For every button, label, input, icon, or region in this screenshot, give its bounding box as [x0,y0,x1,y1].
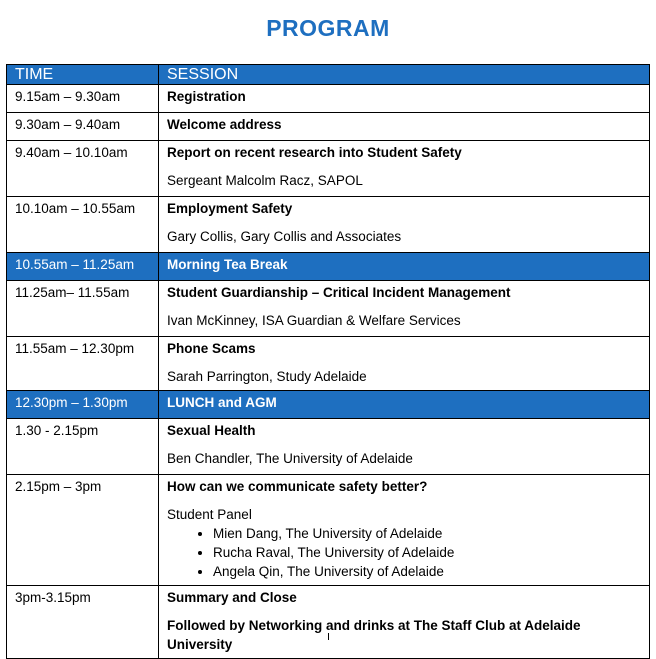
row-time: 9.30am – 9.40am [7,113,159,141]
row-session: Sexual Health [167,423,256,438]
row-session-cell [159,419,650,475]
row-time: 3pm-3.15pm [7,586,159,659]
table-row [7,337,650,391]
session-column-header: SESSION [159,65,650,85]
list-item: • Rucha Raval, The University of Adelaide [213,543,641,562]
row-session-cell [159,197,650,253]
page-title: PROGRAM [266,15,390,41]
panelist-list [167,524,641,581]
row-time: 12.30pm – 1.30pm [7,391,159,419]
row-session: LUNCH and AGM [159,391,650,419]
table-row [7,475,650,586]
row-time: 10.55am – 11.25am [7,253,159,281]
table-row [7,141,650,197]
row-session: Morning Tea Break [159,253,650,281]
table-row [7,419,650,475]
table-row [7,586,650,659]
row-speaker: Ivan McKinney, ISA Guardian & Welfare Services [167,313,461,328]
row-session: Registration [159,85,650,113]
row-speaker: Gary Collis, Gary Collis and Associates [167,229,402,244]
row-session-cell [159,141,650,197]
row-session-cell [159,586,650,659]
row-time: 9.40am – 10.10am [7,141,159,197]
page-divider-mark [328,633,329,640]
row-time: 10.10am – 10.55am [7,197,159,253]
row-session-cell [159,337,650,391]
row-time: 2.15pm – 3pm [7,475,159,586]
row-speaker: Sarah Parrington, Study Adelaide [167,369,367,384]
row-session: Student Guardianship – Critical Incident Management [167,285,511,300]
table-row [7,113,650,141]
list-item: • Angela Qin, The University of Adelaide [213,562,641,581]
table-row-break [7,391,650,419]
row-session: Report on recent research into Student Safety [167,145,462,160]
list-item: • Mien Dang, The University of Adelaide [213,524,641,543]
row-session: Employment Safety [167,201,293,216]
row-time: 11.25am– 11.55am [7,281,159,337]
row-speaker: Sergeant Malcolm Racz, SAPOL [167,173,363,188]
table-row [7,197,650,253]
time-column-header: TIME [7,65,159,85]
row-time: 9.15am – 9.30am [7,85,159,113]
row-time: 1.30 - 2.15pm [7,419,159,475]
row-time: 11.55am – 12.30pm [7,337,159,391]
row-session: Phone Scams [167,341,256,356]
program-table [6,64,650,659]
row-session: Welcome address [159,113,650,141]
row-session: Summary and Close [167,590,297,605]
table-row [7,85,650,113]
table-row-break [7,253,650,281]
row-speaker: Ben Chandler, The University of Adelaide [167,451,413,466]
table-row [7,281,650,337]
row-note: Followed by Networking and drinks at The Staff Club at Adelaide University [167,618,581,652]
row-session-cell [159,475,650,586]
table-header-row [7,65,650,85]
row-session: How can we communicate safety better? [167,479,428,494]
row-session-cell [159,281,650,337]
row-speaker: Student Panel [167,507,252,522]
